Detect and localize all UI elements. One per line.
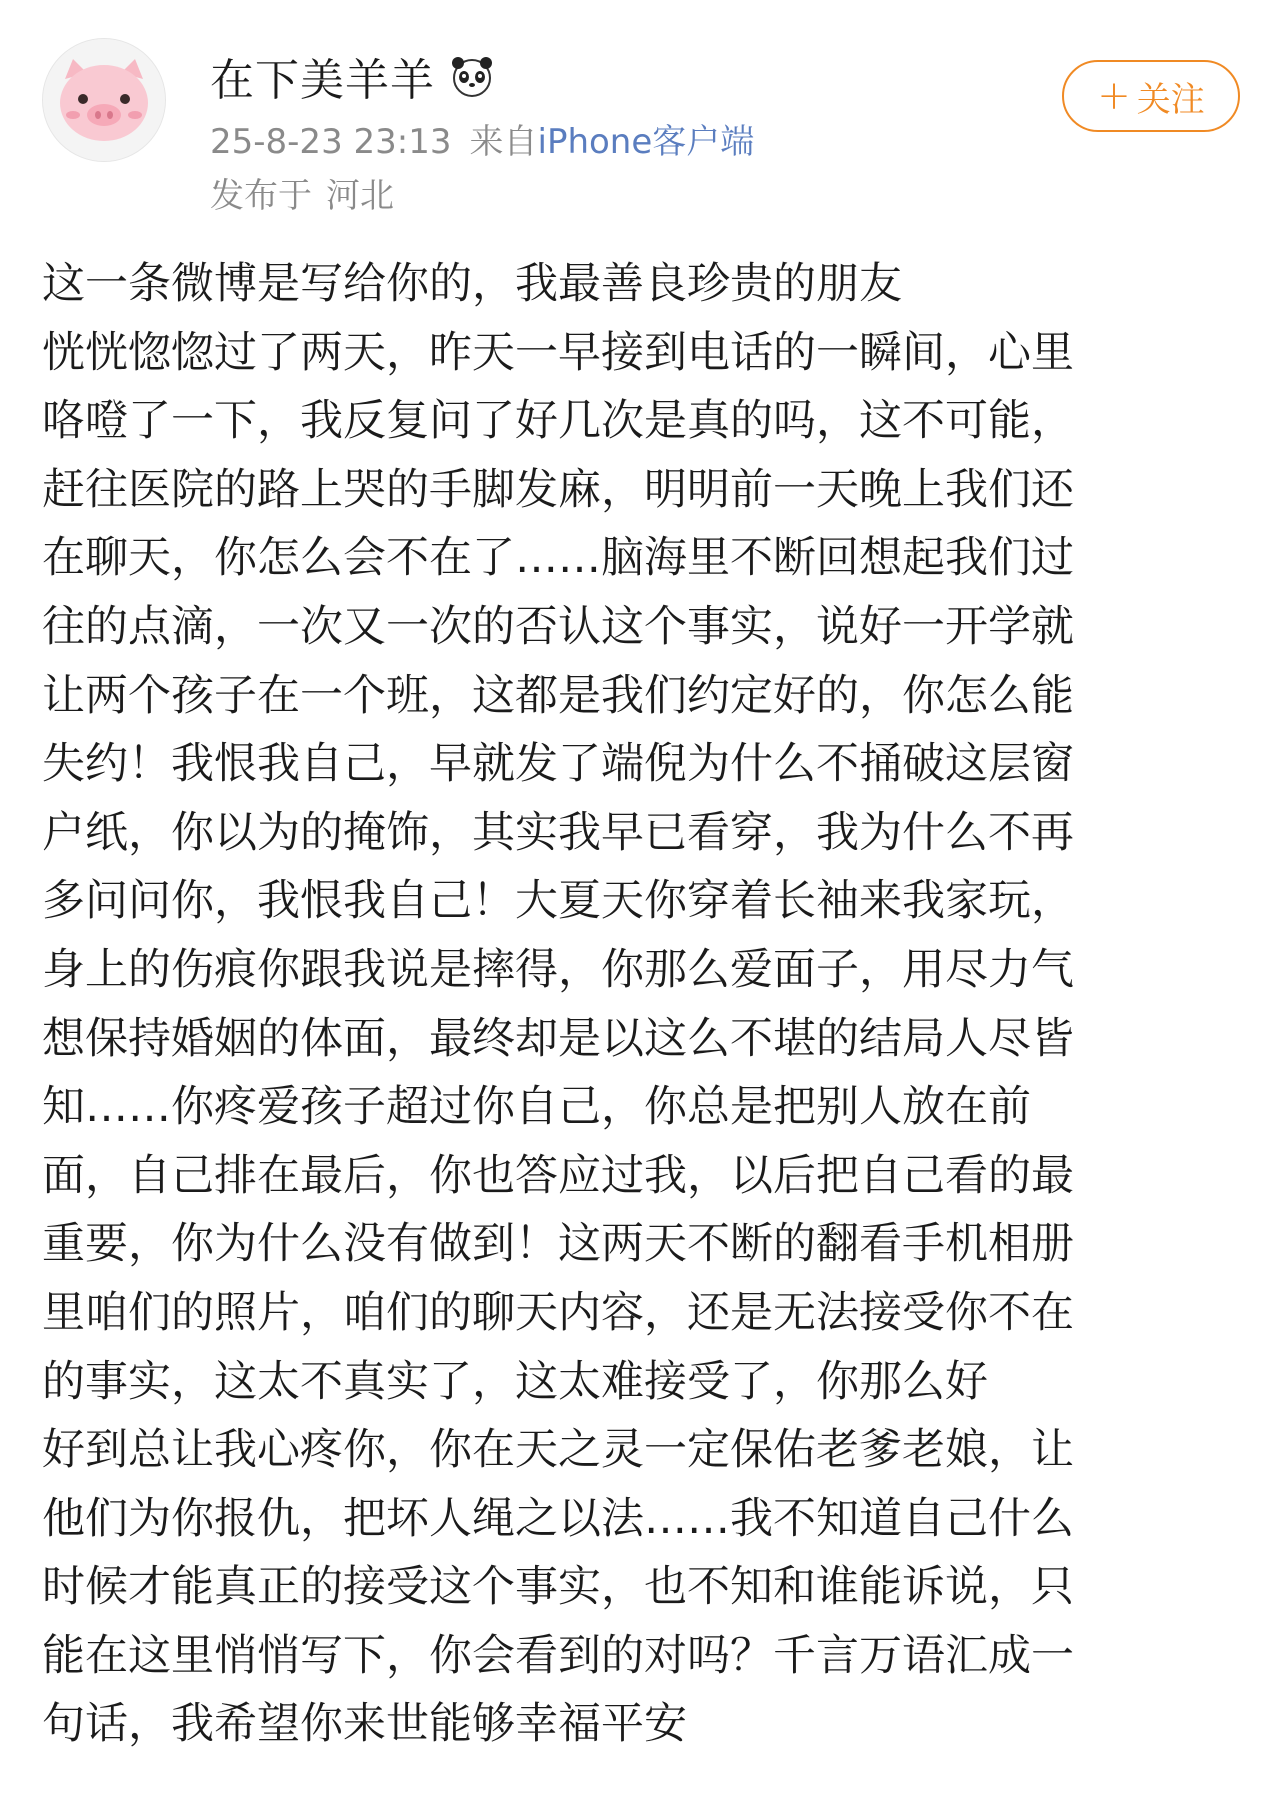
source-prefix: 来自 <box>469 122 538 162</box>
plus-icon: + <box>1097 73 1131 119</box>
source-link[interactable]: iPhone客户端 <box>537 122 755 162</box>
post-line: 想保持婚姻的体面，最终却是以这么不堪的结局人尽皆 <box>42 1013 1074 1064</box>
username[interactable]: 在下美羊羊 <box>210 55 435 106</box>
post-line: 在聊天，你怎么会不在了……脑海里不断回想起我们过 <box>42 533 1074 584</box>
post-line: 恍恍惚惚过了两天，昨天一早接到电话的一瞬间，心里 <box>42 327 1074 378</box>
post-location <box>210 168 394 217</box>
post-line: 知……你疼爱孩子超过你自己，你总是把别人放在前 <box>42 1082 1031 1133</box>
post-line: 他们为你报仇，把坏人绳之以法……我不知道自己什么 <box>42 1493 1074 1544</box>
post-line: 好到总让我心疼你，你在天之灵一定保佑老爹老娘，让 <box>42 1425 1074 1476</box>
post-timestamp: 25-8-23 23:13 <box>210 122 452 162</box>
post-line: 面，自己排在最后，你也答应过我，以后把自己看的最 <box>42 1150 1074 1201</box>
avatar[interactable] <box>42 38 166 162</box>
post-line: 能在这里悄悄写下，你会看到的对吗？千言万语汇成一 <box>42 1630 1074 1681</box>
post-line: 句话，我希望你来世能够幸福平安 <box>42 1699 687 1750</box>
post-line: 多问问你，我恨我自己！大夏天你穿着长袖来我家玩， <box>42 876 1074 927</box>
post-header <box>0 0 1280 230</box>
post-meta <box>210 114 754 163</box>
panda-emoji-icon <box>449 53 495 99</box>
post-line: 时候才能真正的接受这个事实，也不知和谁能诉说，只 <box>42 1562 1074 1613</box>
pig-avatar-icon <box>43 39 165 161</box>
post-line: 里咱们的照片，咱们的聊天内容，还是无法接受你不在 <box>42 1287 1074 1338</box>
post-line: 户纸，你以为的掩饰，其实我早已看穿，我为什么不再 <box>42 807 1074 858</box>
post-line: 让两个孩子在一个班，这都是我们约定好的，你怎么能 <box>42 670 1074 721</box>
username-row <box>210 44 495 108</box>
post-line: 咯噔了一下，我反复问了好几次是真的吗，这不可能， <box>42 396 1074 447</box>
post-line: 身上的伤痕你跟我说是摔得，你那么爱面子，用尽力气 <box>42 944 1074 995</box>
post-line: 赶往医院的路上哭的手脚发麻，明明前一天晚上我们还 <box>42 464 1074 515</box>
follow-button-label: 关注 <box>1136 79 1205 120</box>
location-label: 发布于 <box>210 176 312 216</box>
follow-button[interactable] <box>1062 60 1240 132</box>
post-line: 的事实，这太不真实了，这太难接受了，你那么好 <box>42 1356 988 1407</box>
post-line: 这一条微博是写给你的，我最善良珍贵的朋友 <box>42 259 902 309</box>
post-line: 重要，你为什么没有做到！这两天不断的翻看手机相册 <box>42 1219 1074 1270</box>
post-text <box>42 250 1242 1759</box>
location-value: 河北 <box>326 176 394 216</box>
post-line: 往的点滴，一次又一次的否认这个事实，说好一开学就 <box>42 601 1074 652</box>
post-line: 失约！我恨我自己，早就发了端倪为什么不捅破这层窗 <box>42 739 1074 790</box>
